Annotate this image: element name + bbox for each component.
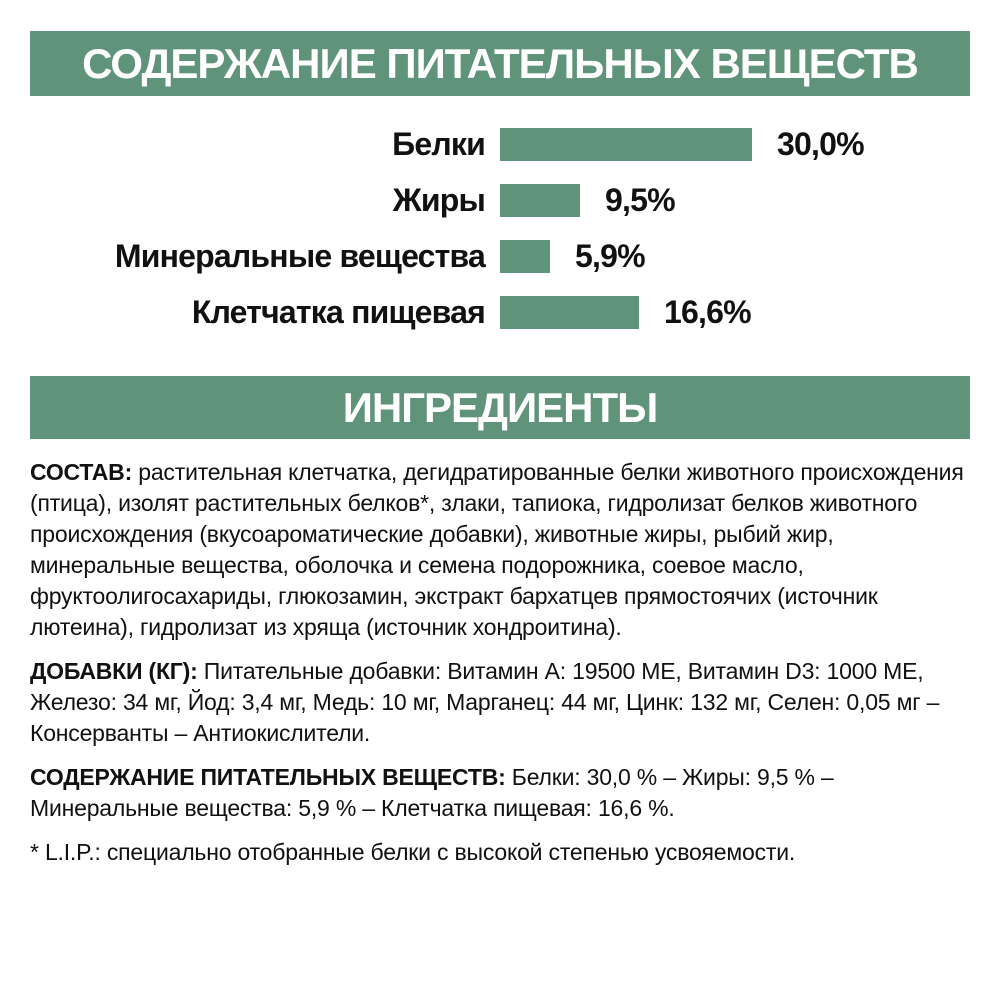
ingredients-text-block xyxy=(30,457,970,881)
nutrient-value-proteins: 30,0% xyxy=(777,126,864,162)
nutrient-value-fats: 9,5% xyxy=(605,182,675,218)
nutrient-bar-chart xyxy=(30,128,970,352)
nutrient-bar-fibre xyxy=(500,296,639,329)
chart-row-minerals xyxy=(30,240,970,273)
additives-paragraph xyxy=(30,656,970,749)
composition-text: растительная клетчатка, дегидратированные белки животного происхождения (птица), изолят растительных белков*, злаки, тапиока, гидролизат белков животного происхождения (вкусоароматические добавки), животные жиры, рыбий жир, минеральные вещества, оболочка и семена подорожника, соевое масло, фруктоолигосахариды, глюкозамин, экстракт бархатцев прямостоячих (источник лютеина), гидролизат из хряща (источник хондроитина). xyxy=(30,459,964,640)
nutrient-label-fats: Жиры xyxy=(392,182,485,218)
nutrient-value-fibre: 16,6% xyxy=(664,294,751,330)
lip-footnote xyxy=(30,837,970,868)
composition-paragraph xyxy=(30,457,970,643)
analysis-text: Белки: 30,0 % – Жиры: 9,5 % – Минеральные вещества: 5,9 % – Клетчатка пищевая: 16,6 %. xyxy=(30,764,834,821)
nutrient-label-minerals: Минеральные вещества xyxy=(114,238,485,274)
chart-row-fats xyxy=(30,184,970,217)
nutrition-section-title: СОДЕРЖАНИЕ ПИТАТЕЛЬНЫХ ВЕЩЕСТВ xyxy=(82,39,918,87)
analysis-paragraph xyxy=(30,762,970,824)
nutrient-label-proteins: Белки xyxy=(392,126,485,162)
additives-text: Питательные добавки: Витамин A: 19500 МЕ, Витамин D3: 1000 МЕ, Железо: 34 мг, Йод: 3,4 мг, Медь: 10 мг, Марганец: 44 мг, Цинк: 132 мг, Селен: 0,05 мг – Консерванты – Антиокислители. xyxy=(30,658,940,746)
nutrient-bar-fats xyxy=(500,184,580,217)
chart-row-fibre xyxy=(30,296,970,329)
nutrient-value-minerals: 5,9% xyxy=(575,238,645,274)
additives-label: ДОБАВКИ (КГ): xyxy=(30,658,198,684)
chart-row-proteins xyxy=(30,128,970,161)
ingredients-section-header xyxy=(30,376,970,439)
analysis-label: СОДЕРЖАНИЕ ПИТАТЕЛЬНЫХ ВЕЩЕСТВ: xyxy=(30,764,506,790)
nutrient-label-fibre: Клетчатка пищевая xyxy=(191,294,485,330)
lip-footnote-text: * L.I.P.: специально отобранные белки с высокой степенью усвояемости. xyxy=(30,839,796,865)
nutrition-section-header xyxy=(30,31,970,96)
ingredients-section-title: ИНГРЕДИЕНТЫ xyxy=(342,383,658,431)
nutrient-bar-minerals xyxy=(500,240,550,273)
composition-label: СОСТАВ: xyxy=(30,459,133,485)
nutrient-bar-proteins xyxy=(500,128,752,161)
